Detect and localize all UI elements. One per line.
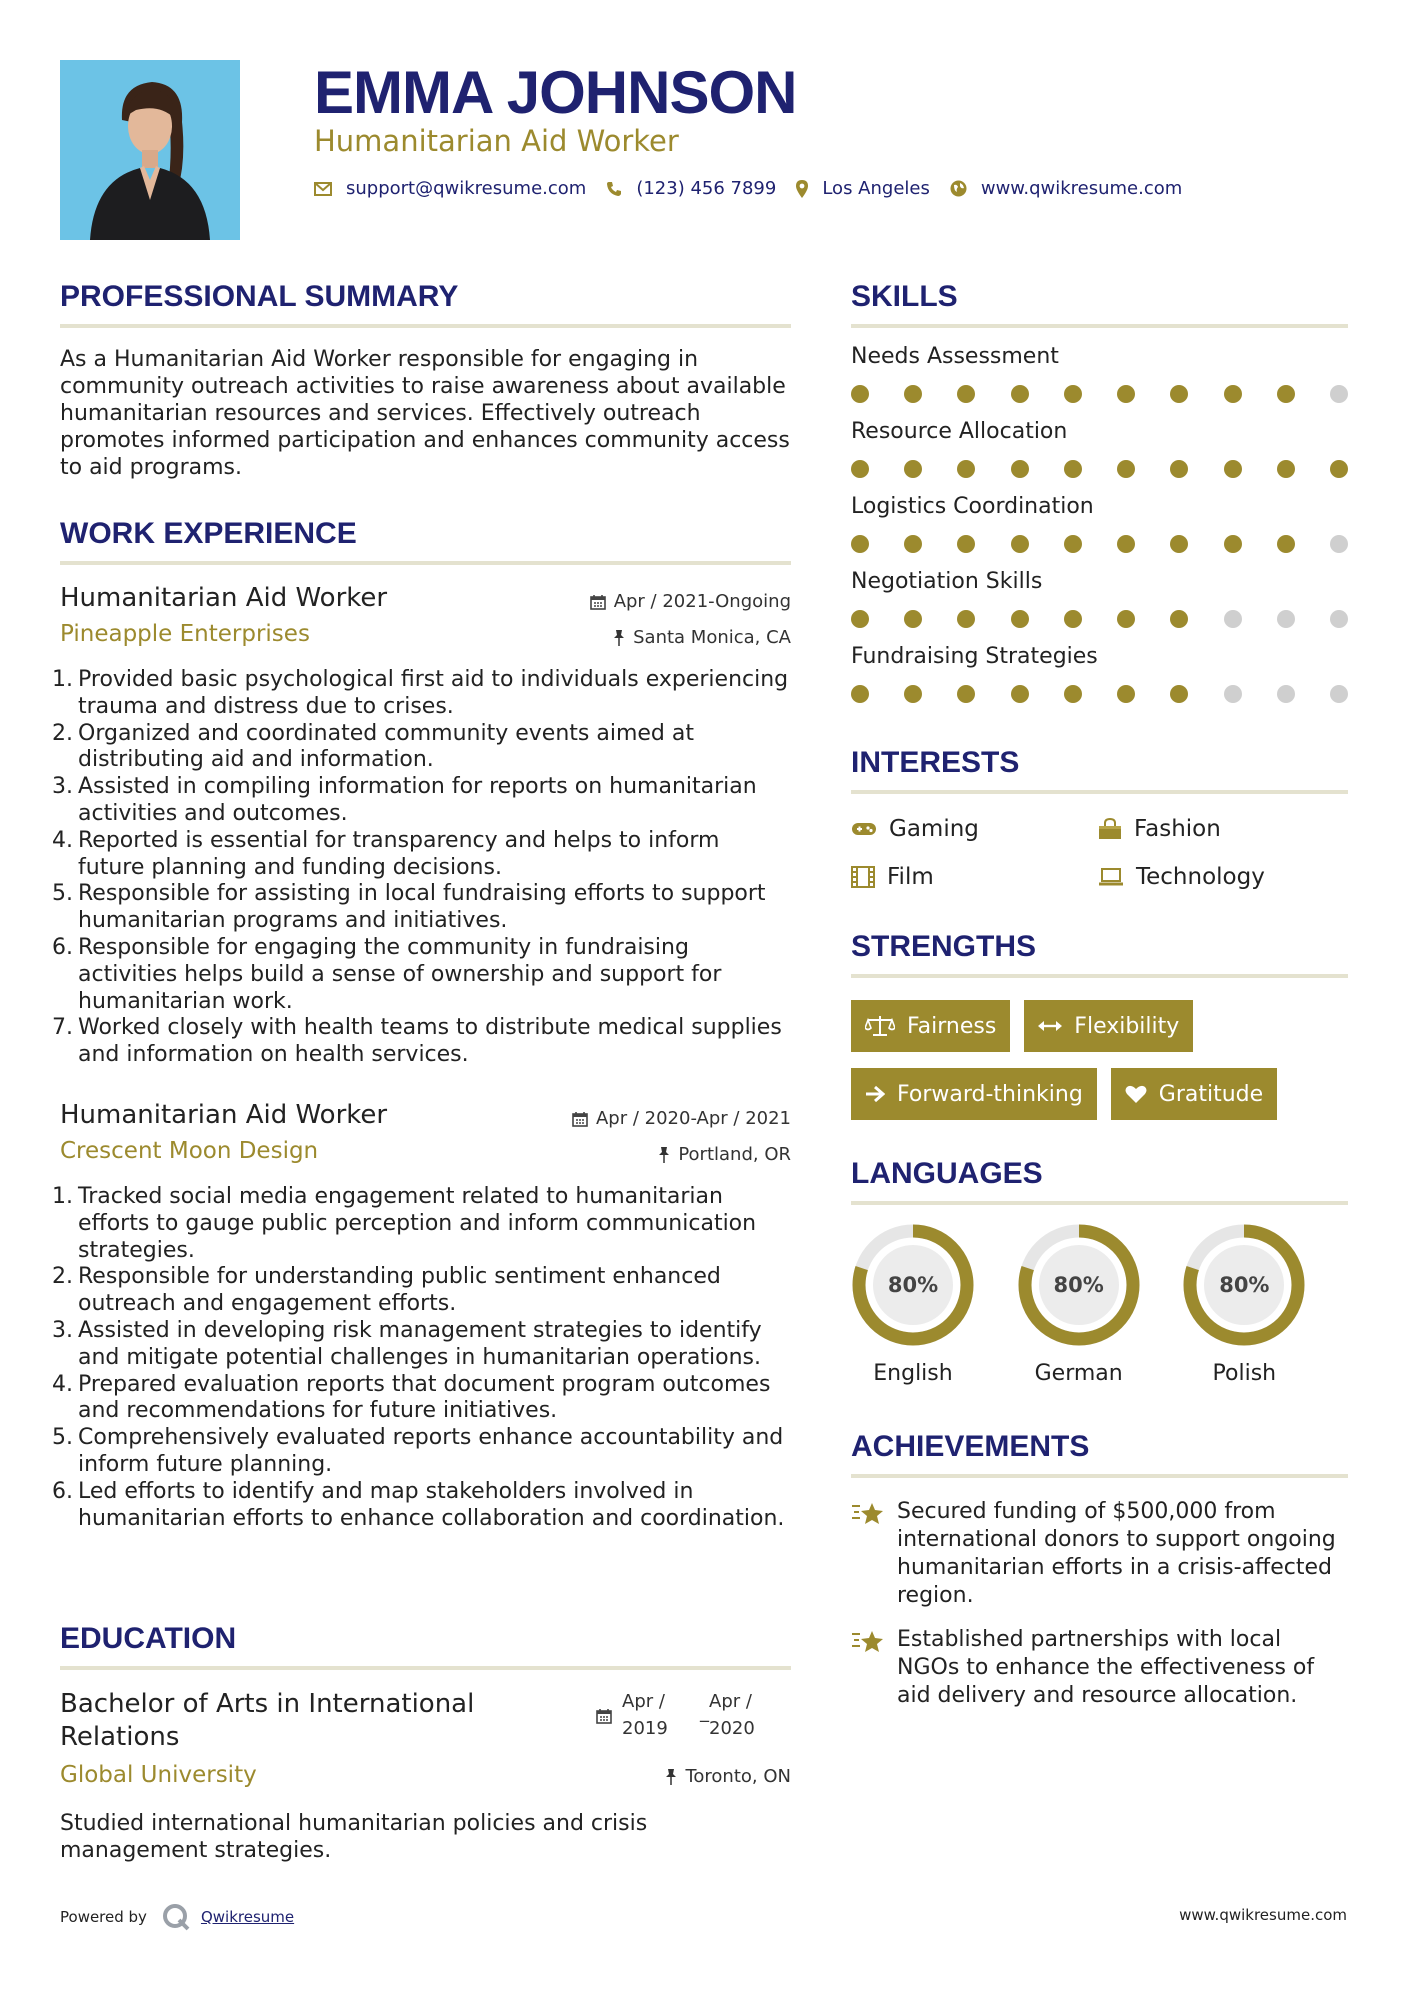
rating-dot-filled [1170,535,1188,553]
interest-label: Technology [1136,864,1265,890]
list-item: 7. Worked closely with health teams to distribute medical supplies and information on health services. [52,1015,782,1068]
rating-dot-filled [904,610,922,628]
skills-section [851,280,1348,703]
section-divider [60,1666,791,1670]
shooting-star-icon [851,1498,897,1610]
job-entry [52,1100,791,1532]
contact-bar [314,178,1202,199]
list-item: 2. Organized and coordinated community events aimed at distributing aid and information. [52,720,694,773]
pushpin-icon [665,1769,677,1785]
list-item: 4. Reported is essential for transparency and helps to inform future planning and funding decisions. [52,827,720,880]
rating-dot-filled [904,460,922,478]
skill-rating [851,610,1348,628]
interest-label: Film [887,864,934,890]
rating-dot-empty [1224,685,1242,703]
contact-email[interactable]: support@qwikresume.com [346,178,587,199]
job-location-text: Santa Monica, CA [633,627,791,648]
education-end-year: 2020 [709,1718,755,1739]
rating-dot-empty [1277,685,1295,703]
strengths-heading: STRENGTHS [851,930,1037,963]
interest-item [1098,816,1348,842]
calendar-icon [590,594,606,610]
footer-website[interactable]: www.qwikresume.com [1179,1906,1347,1924]
rating-dot-filled [1170,385,1188,403]
strengths-section [851,930,1348,1120]
rating-dot-empty [1330,610,1348,628]
education-end-month: Apr / [709,1691,752,1712]
job-role: Humanitarian Aid Worker [60,1100,388,1130]
interest-label: Gaming [889,816,979,842]
education-end-date [709,1688,755,1742]
language-name: English [873,1361,953,1386]
job-role: Humanitarian Aid Worker [60,583,388,613]
achievement-item [851,1626,1348,1710]
experience-section [52,517,791,1069]
strength-label: Forward-thinking [897,1081,1083,1107]
job-bullets [52,1184,791,1532]
interests-list [851,816,1348,890]
rating-dot-filled [851,685,869,703]
skill-name: Logistics Coordination [851,494,1094,519]
language-item [1182,1223,1348,1386]
language-percent: 80% [1219,1273,1270,1297]
rating-dot-filled [1170,610,1188,628]
interests-heading: INTERESTS [851,746,1020,779]
strength-tag [851,1068,1097,1120]
education-start-date [622,1688,668,1742]
rating-dot-filled [1117,610,1135,628]
job-date [590,591,791,612]
strength-label: Gratitude [1158,1081,1264,1107]
section-divider [60,561,791,565]
education-start-month: Apr / [622,1691,665,1712]
arrows-horizontal-icon [1038,1019,1062,1033]
rating-dot-filled [1011,535,1029,553]
skill-rating [851,535,1348,553]
balance-scale-icon [865,1015,895,1037]
interest-item [851,864,1098,890]
section-divider [851,790,1348,794]
education-heading: EDUCATION [60,1622,237,1655]
language-ring [1017,1223,1141,1347]
contact-website[interactable]: www.qwikresume.com [980,178,1183,199]
achievements-section [851,1430,1348,1710]
rating-dot-filled [1064,460,1082,478]
list-item: 2. Responsible for understanding public sentiment enhanced outreach and engagement efforts. [52,1264,721,1317]
list-item: 5. Responsible for assisting in local fundraising efforts to support humanitarian programs and initiatives. [52,881,766,934]
calendar-icon [596,1708,612,1728]
achievement-text: Secured funding of $500,000 from international donors to support ongoing humanitarian efforts in a crisis-affected region. [897,1499,1336,1608]
job-location-text: Portland, OR [678,1144,791,1165]
skill-name: Needs Assessment [851,344,1059,369]
list-item: 3. Assisted in compiling information for reports on humanitarian activities and outcomes. [52,774,757,826]
gamepad-icon [851,821,877,837]
interests-section [851,746,1348,890]
job-location [613,627,791,648]
powered-by-label: Powered by [60,1908,147,1926]
pushpin-icon [658,1147,670,1163]
list-item: 6. Led efforts to identify and map stakeholders involved in humanitarian efforts to enhance collaboration and coordination. [52,1478,785,1531]
rating-dot-filled [851,385,869,403]
rating-dot-filled [1011,460,1029,478]
skill-name: Negotiation Skills [851,569,1043,594]
strength-label: Fairness [907,1013,997,1039]
calendar-icon [572,1111,588,1127]
rating-dot-empty [1330,535,1348,553]
rating-dot-filled [957,610,975,628]
rating-dot-empty [1330,385,1348,403]
globe-icon [950,180,967,197]
education-description: Studied international humanitarian policies and crisis management strategies. [60,1811,648,1863]
rating-dot-filled [851,535,869,553]
candidate-name: EMMA JOHNSON [314,59,797,126]
rating-dot-filled [1064,610,1082,628]
section-divider [851,1201,1348,1205]
rating-dot-filled [1064,685,1082,703]
language-ring [1182,1223,1306,1347]
section-divider [851,324,1348,328]
skill-name: Resource Allocation [851,419,1068,444]
footer-powered-by [60,1902,294,1932]
rating-dot-filled [1117,460,1135,478]
skills-list [851,344,1348,703]
phone-icon [606,181,622,197]
rating-dot-filled [904,385,922,403]
languages-heading: LANGUAGES [851,1157,1043,1190]
job-company: Crescent Moon Design [60,1138,319,1164]
education-start-year: 2019 [622,1718,668,1739]
list-item: 4. Prepared evaluation reports that document program outcomes and recommendations for future initiatives. [52,1371,771,1424]
rating-dot-filled [1224,535,1242,553]
rating-dot-filled [851,610,869,628]
education-degree: Bachelor of Arts in International Relations [60,1689,475,1752]
achievement-item [851,1498,1348,1610]
rating-dot-filled [957,460,975,478]
experience-heading: WORK EXPERIENCE [60,517,357,550]
heart-icon [1125,1084,1147,1104]
rating-dot-filled [1011,610,1029,628]
rating-dot-filled [1117,685,1135,703]
rating-dot-filled [904,535,922,553]
section-divider [851,974,1348,978]
profile-photo [60,60,240,240]
film-icon [851,866,875,888]
rating-dot-filled [1224,385,1242,403]
skills-heading: SKILLS [851,280,958,313]
interest-label: Fashion [1134,816,1221,842]
language-percent: 80% [1053,1273,1104,1297]
education-school: Global University [60,1762,257,1788]
job-date [572,1108,791,1129]
qwikresume-logo-icon [161,1902,191,1932]
rating-dot-empty [1277,610,1295,628]
contact-phone[interactable]: (123) 456 7899 [636,178,777,199]
map-marker-icon [796,180,808,198]
rating-dot-filled [1277,385,1295,403]
list-item: 3. Assisted in developing risk management strategies to identify and mitigate potential challenges in humanitarian operations. [52,1317,762,1370]
rating-dot-filled [1277,535,1295,553]
skill-name: Fundraising Strategies [851,644,1098,669]
language-item [851,1223,1017,1386]
rating-dot-filled [1277,460,1295,478]
candidate-title: Humanitarian Aid Worker [314,124,679,158]
skill-rating [851,385,1348,403]
education-location [665,1766,791,1787]
rating-dot-filled [1170,685,1188,703]
strength-tag [1024,1000,1193,1052]
rating-dot-filled [1330,460,1348,478]
rating-dot-filled [1117,385,1135,403]
job-company: Pineapple Enterprises [60,621,310,647]
list-item: 5. Comprehensively evaluated reports enhance accountability and inform future planning. [52,1425,784,1477]
language-ring [851,1223,975,1347]
rating-dot-filled [1064,535,1082,553]
interest-item [1098,864,1348,890]
rating-dot-empty [1224,610,1242,628]
list-item: 1. Tracked social media engagement related to humanitarian efforts to gauge public perception and inform communication strategies. [52,1184,757,1263]
achievement-text: Established partnerships with local NGOs to enhance the effectiveness of aid delivery and resource allocation. [897,1627,1315,1708]
pushpin-icon [613,630,625,646]
summary-text: As a Humanitarian Aid Worker responsible for engaging in community outreach activities to raise awareness about available humanitarian resources and services. Effectively outreach promotes informed participation and enhances community access to aid programs. [60,347,790,480]
rating-dot-filled [957,535,975,553]
rating-dot-filled [851,460,869,478]
skill-item [851,644,1348,703]
rating-dot-filled [1117,535,1135,553]
education-location-text: Toronto, ON [685,1766,791,1787]
rating-dot-filled [1224,460,1242,478]
languages-section [851,1157,1348,1386]
language-name: German [1034,1361,1123,1386]
rating-dot-filled [1011,685,1029,703]
rating-dot-empty [1330,685,1348,703]
strengths-list [851,1000,1348,1120]
contact-location: Los Angeles [822,178,930,199]
rating-dot-filled [957,385,975,403]
job-date-text: Apr / 2021-Ongoing [613,591,791,612]
skill-item [851,419,1348,478]
section-divider [851,1474,1348,1478]
rating-dot-filled [957,685,975,703]
envelope-icon [314,182,332,196]
section-divider [60,324,791,328]
arrow-right-icon [865,1085,885,1103]
interest-item [851,816,1098,842]
summary-heading: PROFESSIONAL SUMMARY [60,280,459,313]
language-percent: 80% [887,1273,939,1297]
summary-section [60,280,791,481]
shopping-bag-icon [1098,818,1122,840]
list-item: 1. Provided basic psychological first aid to individuals experiencing trauma and distress due to crises. [52,667,789,719]
strength-label: Flexibility [1074,1013,1180,1039]
job-date-text: Apr / 2020-Apr / 2021 [595,1108,791,1129]
rating-dot-filled [1170,460,1188,478]
rating-dot-filled [1064,385,1082,403]
strength-tag [851,1000,1010,1052]
portrait-image [60,60,240,240]
list-item: 6. Responsible for engaging the community in fundraising activities helps build a sense of ownership and support for humanitarian work. [52,934,722,1014]
laptop-icon [1098,867,1124,887]
achievements-heading: ACHIEVEMENTS [851,1430,1090,1463]
skill-rating [851,460,1348,478]
skill-item [851,494,1348,553]
rating-dot-filled [904,685,922,703]
skill-item [851,344,1348,403]
languages-list [851,1223,1348,1386]
shooting-star-icon [851,1626,897,1710]
job-bullets [52,667,791,1069]
date-separator: _ [700,1702,709,1723]
skill-rating [851,685,1348,703]
language-item [1017,1223,1183,1386]
skill-item [851,569,1348,628]
job-entry [52,583,791,1069]
education-section [60,1622,791,1864]
qwikresume-link[interactable]: Qwikresume [200,1908,295,1926]
language-name: Polish [1212,1361,1277,1386]
job-location [658,1144,791,1165]
strength-tag [1111,1068,1277,1120]
rating-dot-filled [1011,385,1029,403]
